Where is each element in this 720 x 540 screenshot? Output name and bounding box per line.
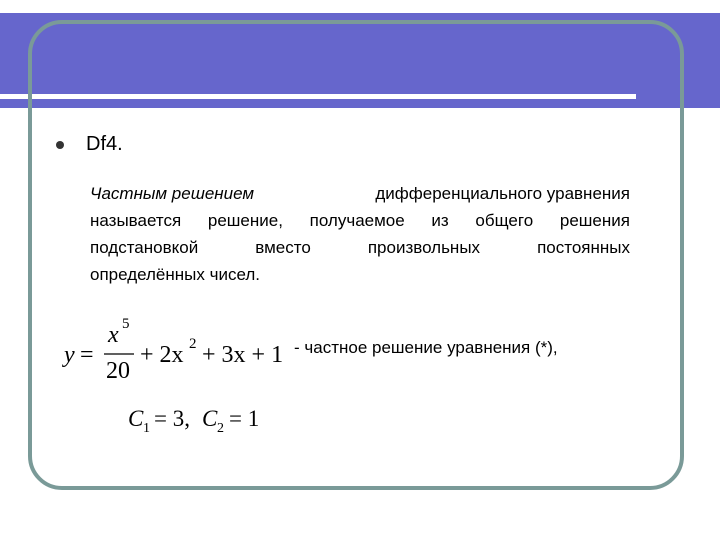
definition-line-4 (90, 261, 630, 288)
word: решения (559, 211, 630, 230)
constants-formula (128, 402, 278, 441)
word: называется (90, 211, 182, 230)
word: подстановкой (90, 238, 199, 257)
definition-line-2 (90, 207, 630, 234)
formula-term-2: + 2x (140, 342, 184, 368)
formula-numerator: x (108, 322, 119, 348)
definition-line-4-text: определённых чисел. (90, 265, 260, 284)
definition-line-3 (90, 234, 630, 261)
constant-c2-subscript: 2 (217, 421, 224, 436)
formula-term-3: + 3x + 1 (202, 342, 284, 368)
formula-denominator: 20 (106, 358, 130, 384)
definition-label: Df4. (86, 133, 123, 155)
constant-c1-subscript: 1 (143, 421, 150, 436)
word: решение, (207, 211, 283, 230)
particular-solution-formula (64, 312, 290, 382)
word: общего (475, 211, 534, 230)
formula-equals: = (80, 342, 94, 368)
word: вместо (255, 238, 311, 257)
constant-c1: C (128, 406, 144, 431)
definition-paragraph (90, 180, 630, 288)
word: получаемое (309, 211, 405, 230)
constant-c2-value: = 1 (229, 406, 260, 431)
constant-c1-value: = 3, (154, 406, 190, 431)
word: произвольных (367, 238, 481, 257)
formula-numerator-exponent: 5 (122, 316, 130, 332)
definition-term: Частным решением (90, 184, 255, 203)
formula-lhs: y (64, 342, 75, 368)
word: постоянных (537, 238, 630, 257)
formula-term-2-exponent: 2 (189, 336, 197, 352)
bullet-icon (56, 141, 64, 149)
constant-c2: C (202, 406, 218, 431)
definition-line-1-rest: дифференциального уравнения (375, 184, 630, 203)
formula-description: - частное решение уравнения (*), (294, 338, 558, 357)
definition-line-1 (90, 180, 630, 207)
word: из (431, 211, 449, 230)
